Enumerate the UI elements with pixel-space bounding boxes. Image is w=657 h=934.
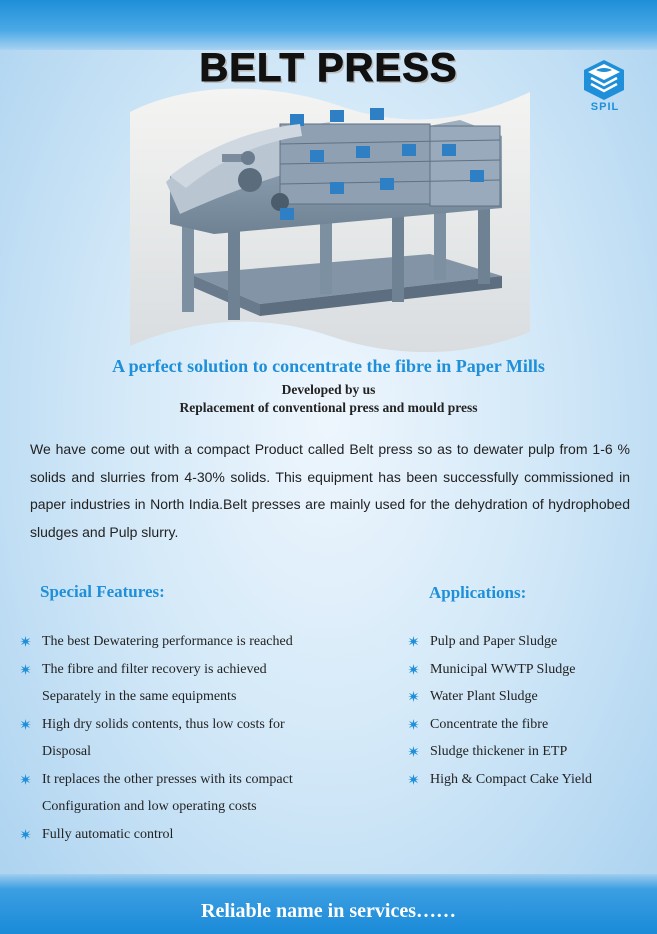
- list-item-text: Sludge thickener in ETP: [430, 744, 568, 759]
- belt-press-machine-image: [130, 84, 530, 352]
- list-item: [20, 656, 380, 684]
- list-item: [408, 656, 648, 684]
- features-heading: Special Features:: [40, 582, 165, 601]
- star-bullet-icon: [408, 664, 419, 675]
- applications-heading: Applications:: [429, 583, 527, 602]
- star-bullet-icon: [408, 636, 419, 647]
- list-item-text: Disposal: [42, 744, 91, 759]
- subtitle-developed: Developed by us: [281, 382, 376, 397]
- description-paragraph: We have come out with a compact Product called Belt press so as to dewater pulp from 1-6 % solids and slurries from 4-30% solids. This equipment has been successfully commissioned in paper industries in North India.Belt presses are mainly used for the dehydration of hydrophobed sludges and Pulp slurry.: [30, 441, 630, 540]
- list-item: [408, 738, 648, 766]
- list-item: [408, 628, 648, 656]
- list-item: [408, 766, 648, 794]
- list-item: [20, 711, 380, 739]
- list-item-text: Municipal WWTP Sludge: [430, 661, 576, 677]
- star-bullet-icon: [408, 774, 419, 785]
- star-bullet-icon: [20, 774, 31, 785]
- subtitle-replacement: Replacement of conventional press and mould press: [179, 400, 478, 415]
- star-bullet-icon: [408, 691, 419, 702]
- star-bullet-icon: [20, 719, 31, 730]
- list-item-text: High dry solids contents, thus low costs for: [42, 716, 285, 732]
- list-item: [408, 711, 648, 739]
- list-item-text: Concentrate the fibre: [430, 716, 549, 732]
- list-item-text: The fibre and filter recovery is achieved: [42, 661, 267, 677]
- applications-list: [408, 628, 648, 793]
- list-item-text: The best Dewatering performance is reached: [42, 634, 293, 649]
- star-bullet-icon: [408, 719, 419, 730]
- footer-slogan: Reliable name in services……: [201, 900, 456, 922]
- list-item: [408, 683, 648, 711]
- star-bullet-icon: [20, 664, 31, 675]
- logo-text: SPIL: [590, 101, 620, 113]
- list-item: [20, 628, 380, 656]
- tagline: A perfect solution to concentrate the fibre in Paper Mills: [112, 356, 545, 376]
- list-item: [20, 683, 380, 711]
- top-banner: [0, 0, 657, 50]
- list-item-text: Fully automatic control: [42, 826, 174, 842]
- list-item: [20, 793, 380, 821]
- list-item-text: Pulp and Paper Sludge: [430, 634, 558, 649]
- list-item-text: High & Compact Cake Yield: [430, 771, 593, 787]
- list-item: [20, 738, 380, 766]
- list-item: [20, 766, 380, 794]
- list-item-text: Water Plant Sludge: [430, 689, 538, 704]
- star-bullet-icon: [20, 636, 31, 647]
- star-bullet-icon: [408, 746, 419, 757]
- list-item: [20, 821, 380, 849]
- spil-logo-icon: [582, 58, 626, 102]
- list-item-text: Configuration and low operating costs: [42, 799, 257, 814]
- list-item-text: It replaces the other presses with its compact: [42, 771, 293, 787]
- features-list: [20, 628, 380, 848]
- star-bullet-icon: [20, 829, 31, 840]
- page-title: BELT PRESS: [199, 46, 458, 90]
- list-item-text: Separately in the same equipments: [42, 689, 237, 704]
